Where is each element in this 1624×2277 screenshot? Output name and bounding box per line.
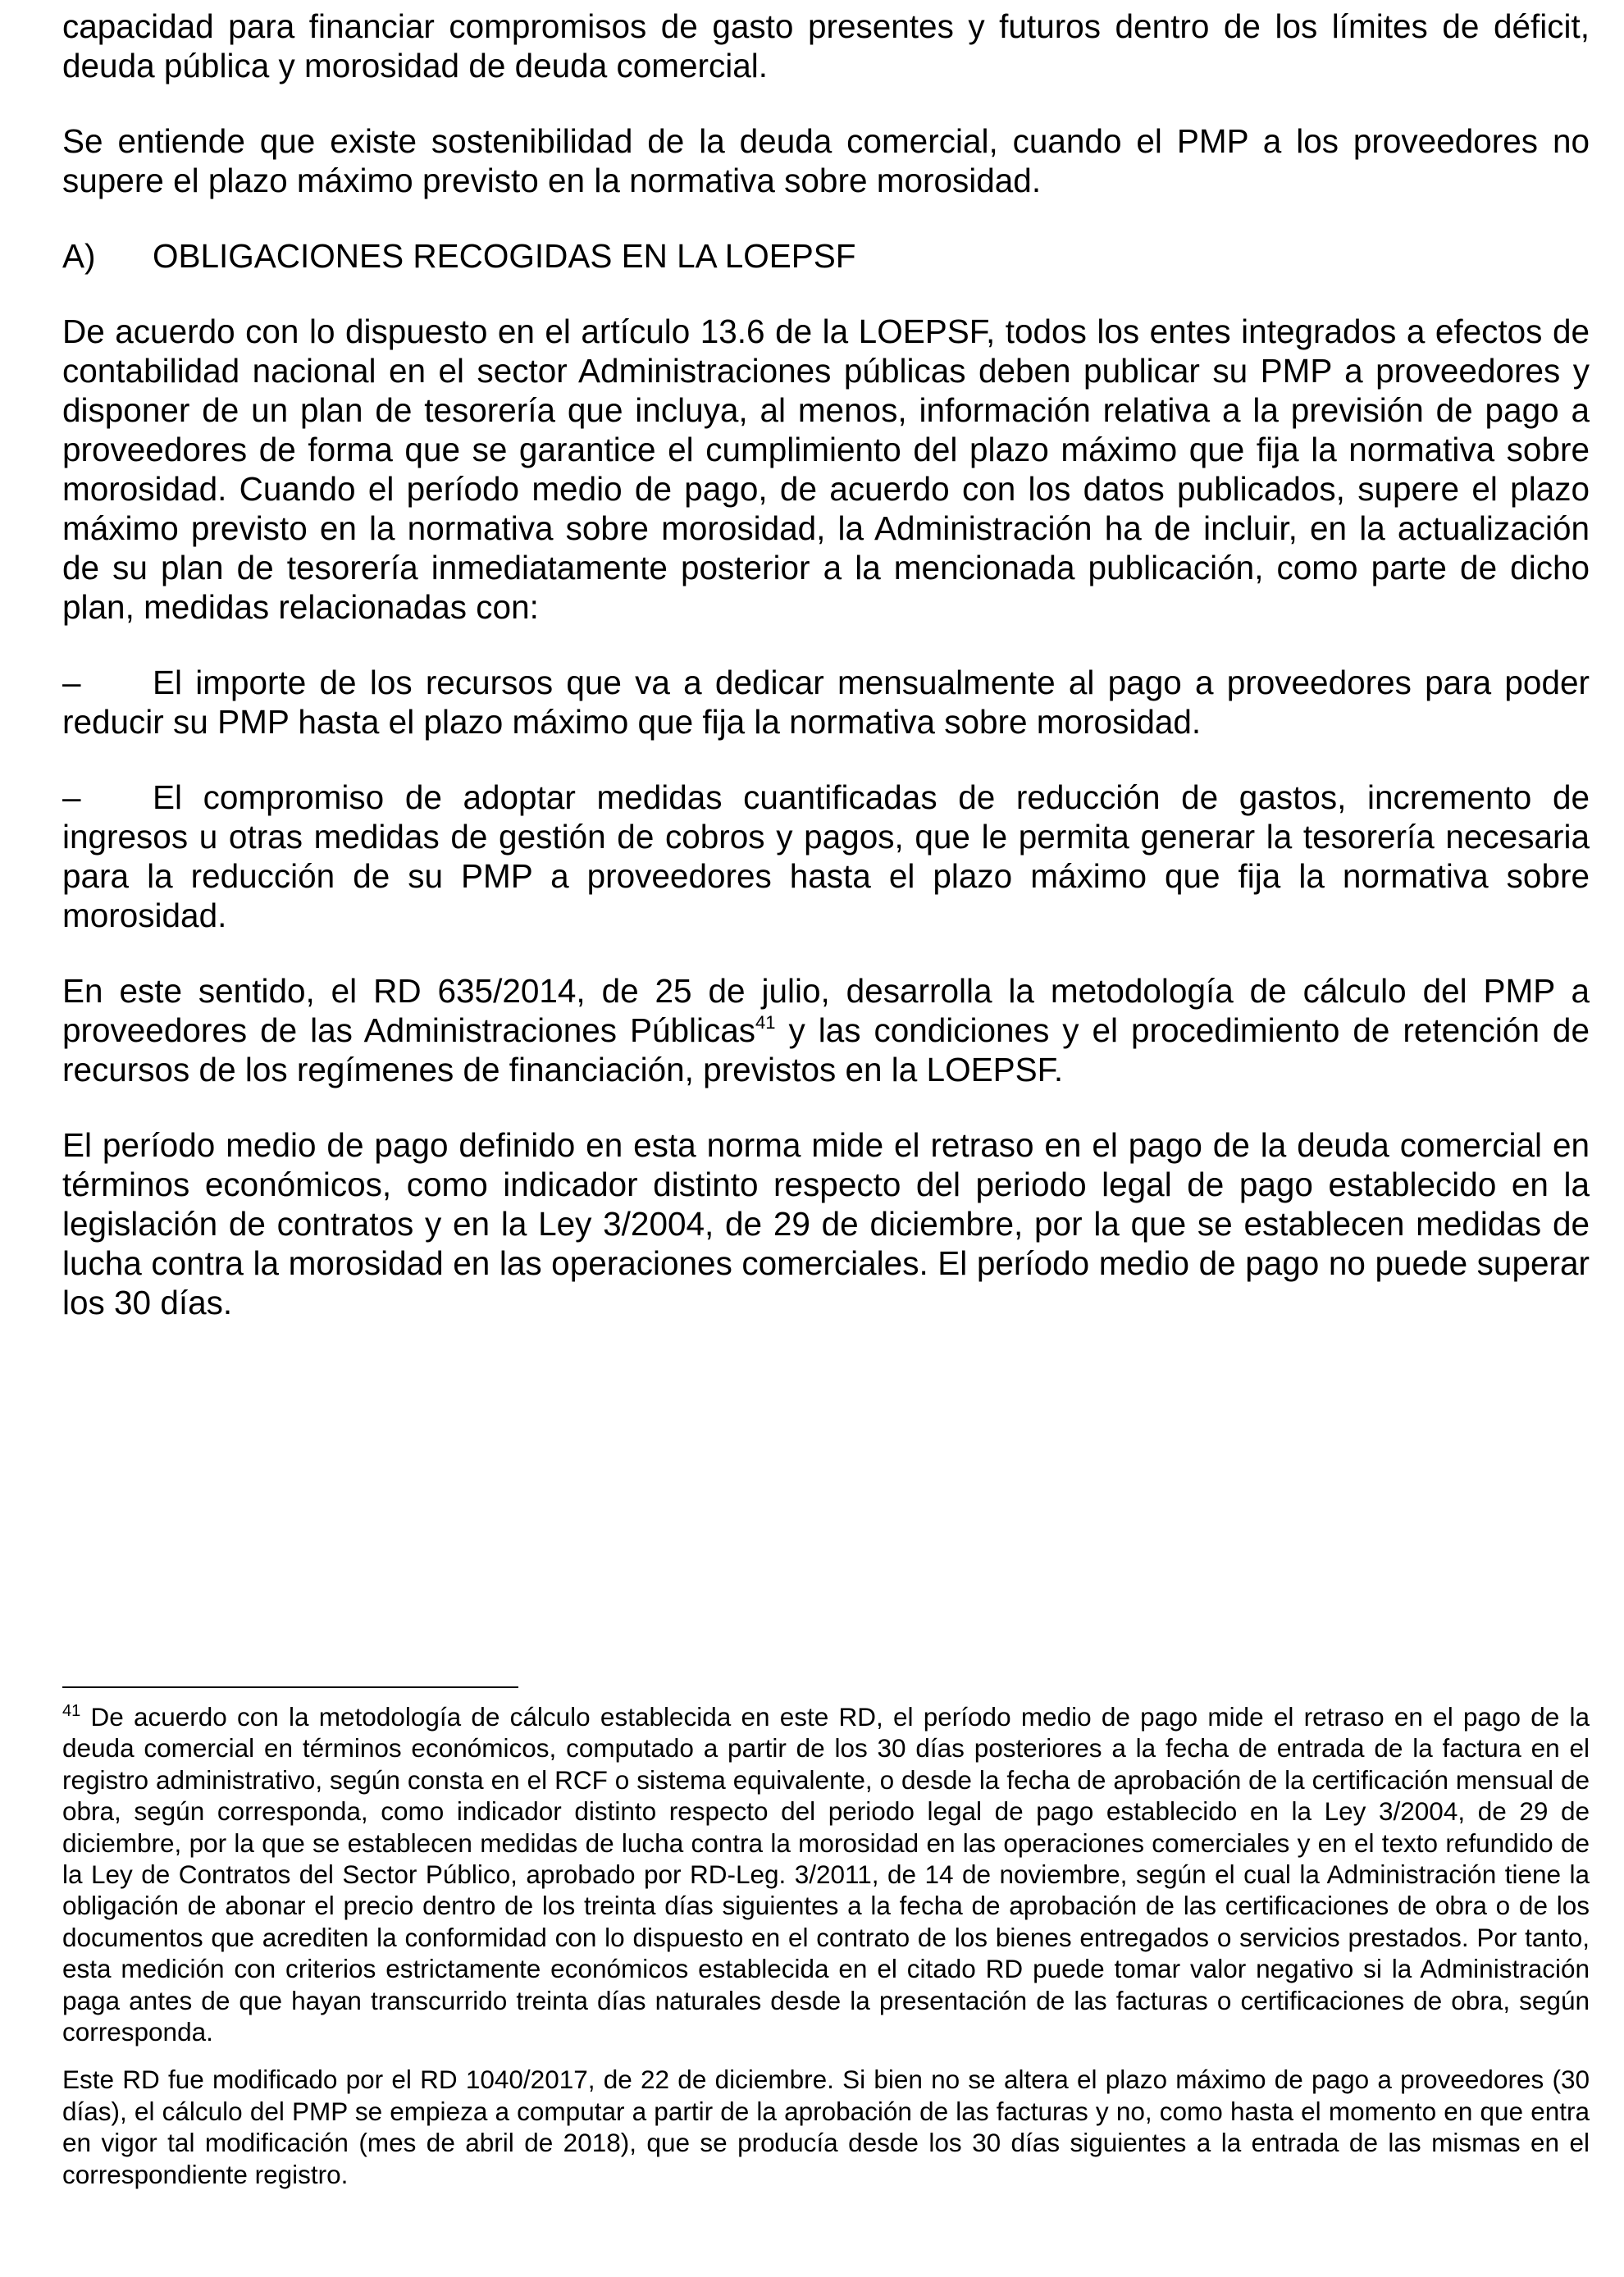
list-item-text: El importe de los recursos que va a dedicar mensualmente al pago a proveedores para poder reducir su PMP hasta el plazo máximo que fija la normativa sobre morosidad. <box>62 664 1590 741</box>
dash-bullet: – <box>62 664 81 701</box>
dash-bullet: – <box>62 778 81 816</box>
footnote-text: De acuerdo con la metodología de cálculo establecida en este RD, el período medio de pago mide el retraso en el pago de la deuda comercial en términos económicos, computado a partir de los 30 días posteriores a la fecha de entrada de la factura en el registro administrativo, según consta en el RCF o sistema equivalente, o desde la fecha de aprobación de la certificación mensual de obra, según corresponda, como indicador distinto respecto del periodo legal de pago establecido en la Ley 3/2004, de 29 de diciembre, por la que se establecen medidas de lucha contra la morosidad en las operaciones comerciales y en el texto refundido de la Ley de Contratos del Sector Público, aprobado por RD-Leg. 3/2011, de 14 de noviembre, según el cual la Administración tiene la obligación de abonar el precio dentro de los treinta días siguientes a la fecha de aprobación de las certificaciones de obra o de los documentos que acrediten la conformidad con lo dispuesto en el contrato de los bienes entregados o servicios prestados. Por tanto, esta medición con criterios estrictamente económicos establecida en el citado RD puede tomar valor negativo si la Administración paga antes de que hayan transcurrido treinta días naturales desde la presentación de las facturas o certificaciones de obra, según corresponda. <box>62 1702 1590 2047</box>
footnote-41 <box>62 1701 1590 2047</box>
footnote-41-continuation: Este RD fue modificado por el RD 1040/2017, de 22 de diciembre. Si bien no se altera el plazo máximo de pago a proveedores (30 días), el cálculo del PMP se empieza a computar a partir de la aprobación de las facturas y no, como hasta el momento en que entra en vigor tal modificación (mes de abril de 2018), que se producía desde los 30 días siguientes a la entrada de las mismas en el correspondiente registro. <box>62 2065 1590 2189</box>
section-heading-title: OBLIGACIONES RECOGIDAS EN LA LOEPSF <box>153 237 856 275</box>
paragraph-periodo-medio: El período medio de pago definido en esta norma mide el retraso en el pago de la deuda comercial en términos económicos, como indicador distinto respecto del periodo legal de pago establecido en la legislación de contratos y en la Ley 3/2004, de 29 de diciembre, por la que se establecen medidas de lucha contra la morosidad en las operaciones comerciales. El período medio de pago no puede superar los 30 días. <box>62 1126 1590 1321</box>
section-heading <box>62 236 1590 276</box>
footnote-reference[interactable]: 41 <box>755 1012 776 1033</box>
footnote-separator <box>62 1686 518 1688</box>
footnotes <box>62 1701 1590 2206</box>
paragraph-sostenibilidad: Se entiende que existe sostenibilidad de la deuda comercial, cuando el PMP a los proveedores no supere el plazo máximo previsto en la normativa sobre morosidad. <box>62 122 1590 199</box>
list-item-text: El compromiso de adoptar medidas cuantificadas de reducción de gastos, incremento de ingresos u otras medidas de gestión de cobros y pagos, que le permita generar la tesorería necesaria para la reducción de su PMP a proveedores hasta el plazo máximo que fija la normativa sobre morosidad. <box>62 778 1590 934</box>
paragraph-articulo: De acuerdo con lo dispuesto en el artículo 13.6 de la LOEPSF, todos los entes integrados a efectos de contabilidad nacional en el sector Administraciones públicas deben publicar su PMP a proveedores y disponer de un plan de tesorería que incluya, al menos, información relativa a la previsión de pago a proveedores de forma que se garantice el cumplimiento del plazo máximo que fija la normativa sobre morosidad. Cuando el período medio de pago, de acuerdo con los datos publicados, supere el plazo máximo previsto en la normativa sobre morosidad, la Administración ha de incluir, en la actualización de su plan de tesorería inmediatamente posterior a la mencionada publicación, como parte de dicho plan, medidas relacionadas con: <box>62 313 1590 626</box>
body-text <box>62 7 1590 1358</box>
list-item <box>62 663 1590 742</box>
paragraph-rd-635-text-a: En este sentido, el RD 635/2014, de 25 de julio, desarrolla la metodología de cálculo del PMP a proveedores de las Administraciones Públicas <box>62 972 1590 1049</box>
paragraph-rd-635-text-b: y las condiciones y el procedimiento de retención de recursos de los regímenes de financiación, previstos en la LOEPSF. <box>62 1011 1590 1088</box>
list-item <box>62 778 1590 935</box>
paragraph-rd-635 <box>62 971 1590 1089</box>
paragraph-continuation: capacidad para financiar compromisos de gasto presentes y futuros dentro de los límites de déficit, deuda pública y morosidad de deuda comercial. <box>62 7 1590 84</box>
footnote-number: 41 <box>62 1702 81 1720</box>
section-heading-number: A) <box>62 237 96 275</box>
